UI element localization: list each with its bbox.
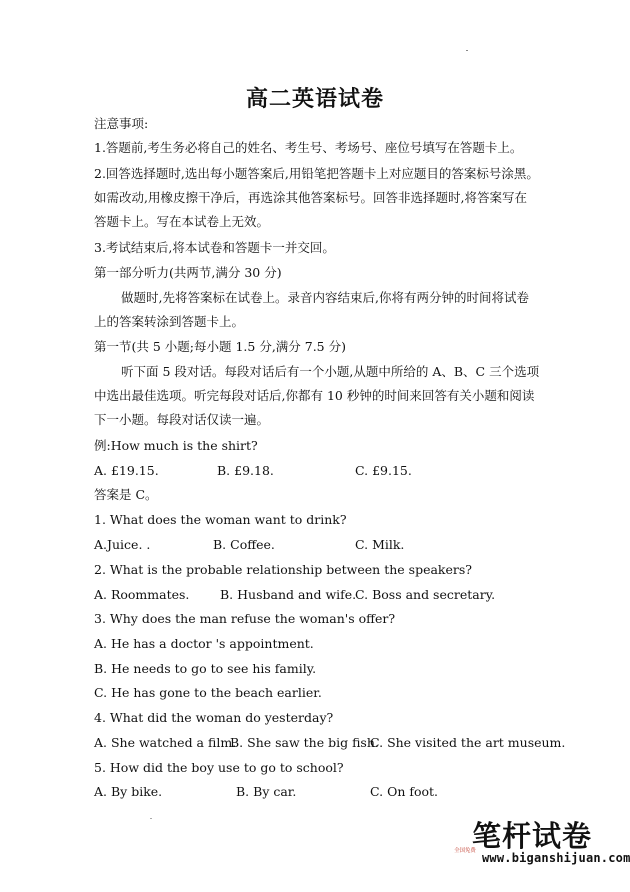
q1-option-a: A.Juice. . <box>94 537 151 552</box>
q2-option-c: C. Boss and secretary. <box>355 587 496 602</box>
notice-item-2-line-3: 答题卡上。写在本试卷上无效。 <box>94 214 270 229</box>
q2-option-b: B. Husband and wife. <box>220 587 357 602</box>
section1-intro-line-1: 听下面 5 段对话。每段对话后有一个小题,从题中所给的 A、B、C 三个选项 <box>121 364 540 379</box>
scan-dot <box>150 818 152 819</box>
question-1: 1. What does the woman want to drink? <box>94 512 347 527</box>
question-2: 2. What is the probable relationship between the speakers? <box>94 562 472 577</box>
example-question: 例:How much is the shirt? <box>94 438 258 453</box>
page-title: 高二英语试卷 <box>245 86 384 112</box>
part1-heading: 第一部分听力(共两节,满分 30 分) <box>94 265 282 280</box>
q4-option-a: A. She watched a film. <box>94 735 237 750</box>
notice-item-2-line-1: 2.回答选择题时,选出每小题答案后,用铅笔把答题卡上对应题目的答案标号涂黑。 <box>94 166 539 181</box>
q5-option-a: A. By bike. <box>94 784 163 799</box>
q5-option-c: C. On foot. <box>370 784 439 799</box>
question-3: 3. Why does the man refuse the woman's offer? <box>94 611 396 626</box>
section1-intro-line-2: 中选出最佳选项。听完每段对话后,你都有 10 秒钟的时间来回答有关小题和阅读 <box>94 388 535 403</box>
section1-intro-line-3: 下一小题。每段对话仅读一遍。 <box>94 412 270 427</box>
q3-option-b: B. He needs to go to see his family. <box>94 661 317 676</box>
scan-dot <box>466 50 468 51</box>
notice-item-3: 3.考试结束后,将本试卷和答题卡一并交回。 <box>94 240 335 255</box>
q4-option-c: C. She visited the art museum. <box>370 735 566 750</box>
example-answer: 答案是 C。 <box>94 487 158 502</box>
q4-option-b: B. She saw the big fish. <box>230 735 379 750</box>
q1-option-c: C. Milk. <box>355 537 405 552</box>
q5-option-b: B. By car. <box>236 784 297 799</box>
question-5: 5. How did the boy use to go to school? <box>94 760 344 775</box>
notice-item-2-line-2: 如需改动,用橡皮擦干净后，再选涂其他答案标号。回答非选择题时,将答案写在 <box>94 190 527 205</box>
section1-heading: 第一节(共 5 小题;每小题 1.5 分,满分 7.5 分) <box>94 339 346 354</box>
example-option-b: B. £9.18. <box>217 463 274 478</box>
part1-intro-line-1: 做题时,先将答案标在试卷上。录音内容结束后,你将有两分钟的时间将试卷 <box>121 290 529 305</box>
q3-option-c: C. He has gone to the beach earlier. <box>94 685 322 700</box>
watermark-brand: 笔杆试卷 <box>472 819 593 853</box>
notice-item-1: 1.答题前,考生务必将自己的姓名、考生号、考场号、座位号填写在答题卡上。 <box>94 140 523 155</box>
q2-option-a: A. Roommates. <box>94 587 190 602</box>
q3-option-a: A. He has a doctor 's appointment. <box>94 636 314 651</box>
watermark-badge: 全国免费 <box>454 847 476 854</box>
q1-option-b: B. Coffee. <box>213 537 275 552</box>
part1-intro-line-2: 上的答案转涂到答题卡上。 <box>94 314 245 329</box>
example-option-a: A. £19.15. <box>94 463 159 478</box>
question-4: 4. What did the woman do yesterday? <box>94 710 334 725</box>
example-option-c: C. £9.15. <box>355 463 412 478</box>
watermark-url: www.biganshijuan.com <box>482 851 630 865</box>
notice-heading: 注意事项: <box>94 116 149 131</box>
